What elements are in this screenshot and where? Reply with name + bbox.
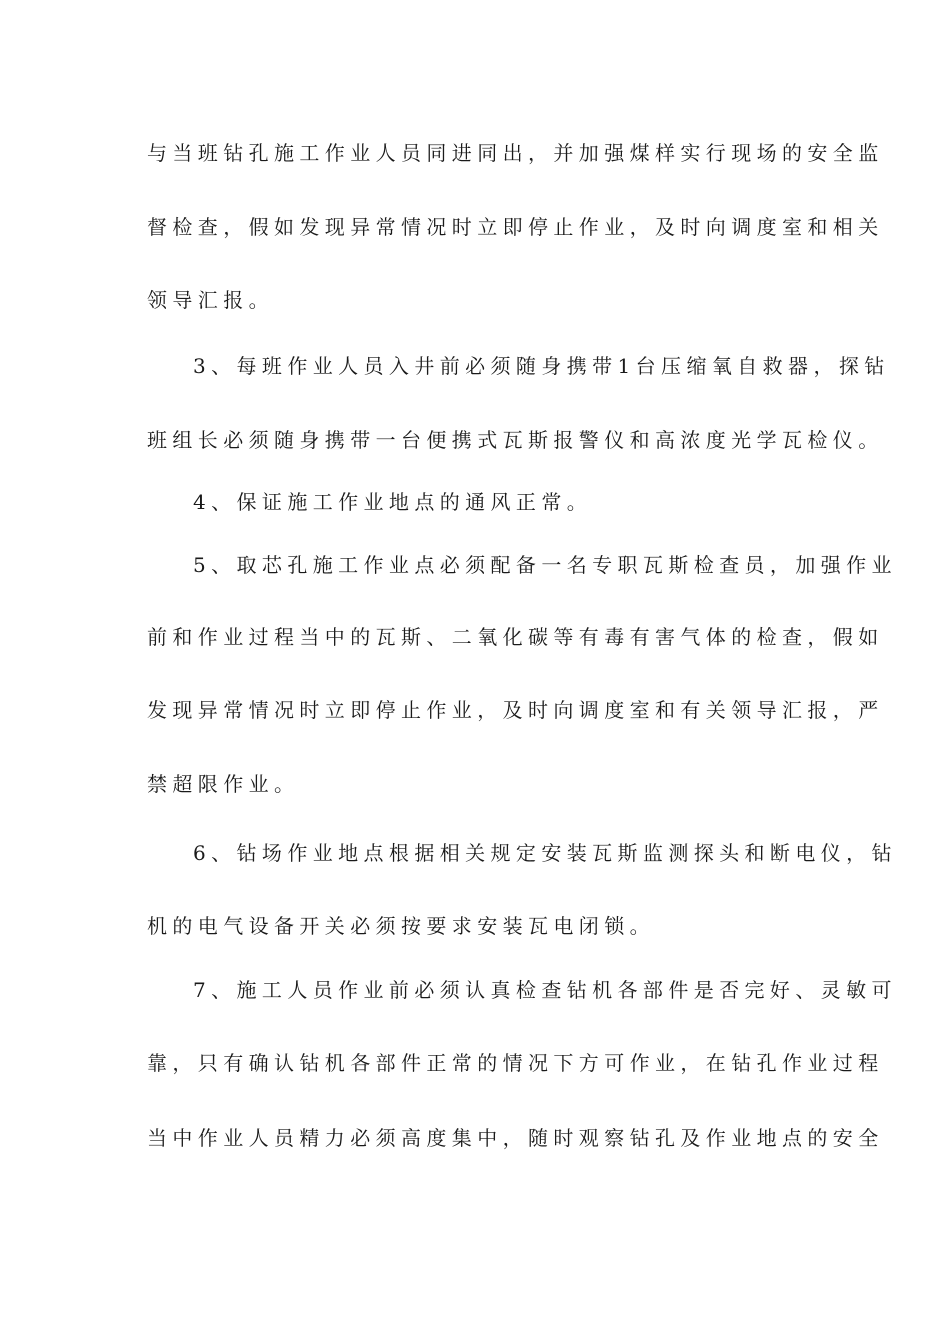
text-line: 靠，只有确认钻机各部件正常的情况下方可作业，在钻孔作业过程 xyxy=(147,1051,884,1075)
paragraph-7-line: 7、施工人员作业前必须认真检查钻机各部件是否完好、灵敏可 xyxy=(193,978,897,1002)
text-line: 当中作业人员精力必须高度集中，随时观察钻孔及作业地点的安全 xyxy=(147,1126,884,1150)
paragraph-6-line: 6、钻场作业地点根据相关规定安装瓦斯监测探头和断电仪，钻 xyxy=(193,841,897,865)
text-line: 发现异常情况时立即停止作业，及时向调度室和有关领导汇报，严 xyxy=(147,698,884,722)
text-line: 前和作业过程当中的瓦斯、二氧化碳等有毒有害气体的检查，假如 xyxy=(147,625,884,649)
paragraph-4-line: 4、保证施工作业地点的通风正常。 xyxy=(193,490,593,514)
text-line: 督检查，假如发现异常情况时立即停止作业，及时向调度室和相关 xyxy=(147,215,884,239)
text-line: 班组长必须随身携带一台便携式瓦斯报警仪和高浓度光学瓦检仪。 xyxy=(147,428,884,452)
text-line: 领导汇报。 xyxy=(147,288,274,312)
paragraph-5-line: 5、取芯孔施工作业点必须配备一名专职瓦斯检查员，加强作业 xyxy=(193,553,897,577)
text-line: 机的电气设备开关必须按要求安装瓦电闭锁。 xyxy=(147,914,655,938)
paragraph-3-line: 3、每班作业人员入井前必须随身携带1台压缩氧自救器，探钻 xyxy=(193,354,890,378)
text-line: 禁超限作业。 xyxy=(147,772,300,796)
text-line: 与当班钻孔施工作业人员同进同出，并加强煤样实行现场的安全监 xyxy=(147,141,884,165)
